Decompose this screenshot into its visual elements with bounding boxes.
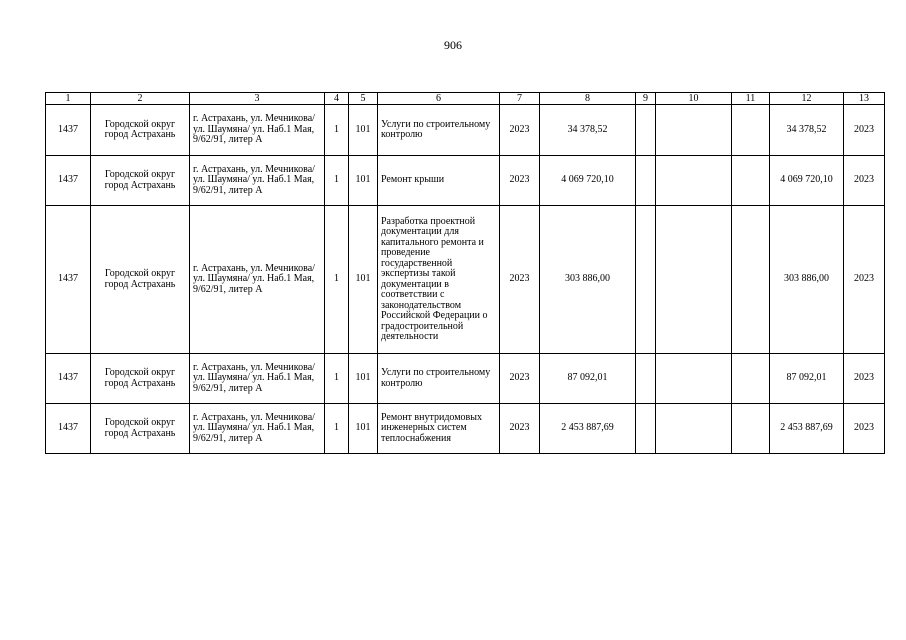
col9-cell xyxy=(636,404,656,454)
col11-cell xyxy=(732,105,770,156)
col11-cell xyxy=(732,156,770,206)
header-cell: 9 xyxy=(636,93,656,105)
col9-cell xyxy=(636,206,656,354)
col5-cell: 101 xyxy=(349,354,378,404)
address-cell: г. Астрахань, ул. Мечникова/ ул. Шаумяна/ ул. Наб.1 Мая, 9/62/91, литер А xyxy=(190,206,325,354)
cost-cell: 4 069 720,10 xyxy=(540,156,636,206)
year-cell: 2023 xyxy=(500,156,540,206)
col4-cell: 1 xyxy=(325,206,349,354)
col9-cell xyxy=(636,105,656,156)
cost-cell: 34 378,52 xyxy=(540,105,636,156)
col10-cell xyxy=(656,105,732,156)
header-cell: 13 xyxy=(844,93,885,105)
page-number: 906 xyxy=(444,38,462,52)
year-cell: 2023 xyxy=(500,206,540,354)
municipality-cell: Городской округ город Астрахань xyxy=(91,404,190,454)
row-id: 1437 xyxy=(46,354,91,404)
header-cell: 4 xyxy=(325,93,349,105)
col10-cell xyxy=(656,354,732,404)
col11-cell xyxy=(732,206,770,354)
municipality-cell: Городской округ город Астрахань xyxy=(91,156,190,206)
header-cell: 11 xyxy=(732,93,770,105)
col4-cell: 1 xyxy=(325,105,349,156)
work-type-cell: Разработка проектной документации для капитального ремонта и проведение государственной экспертизы такой документации в соответствии с законодательством Российской Федерации о градостроительной деятельности xyxy=(378,206,500,354)
cost-cell: 303 886,00 xyxy=(540,206,636,354)
year-cell: 2023 xyxy=(500,105,540,156)
header-cell: 5 xyxy=(349,93,378,105)
header-cell: 8 xyxy=(540,93,636,105)
work-type-cell: Ремонт внутридомовых инженерных систем теплоснабжения xyxy=(378,404,500,454)
table-row xyxy=(46,354,885,404)
address-cell: г. Астрахань, ул. Мечникова/ ул. Шаумяна/ ул. Наб.1 Мая, 9/62/91, литер А xyxy=(190,156,325,206)
row-id: 1437 xyxy=(46,156,91,206)
col12-cell: 4 069 720,10 xyxy=(770,156,844,206)
year-cell: 2023 xyxy=(500,404,540,454)
col11-cell xyxy=(732,404,770,454)
municipality-cell: Городской округ город Астрахань xyxy=(91,354,190,404)
col10-cell xyxy=(656,404,732,454)
work-type-cell: Услуги по строительному контролю xyxy=(378,105,500,156)
row-id: 1437 xyxy=(46,404,91,454)
header-cell: 12 xyxy=(770,93,844,105)
col12-cell: 303 886,00 xyxy=(770,206,844,354)
col12-cell: 87 092,01 xyxy=(770,354,844,404)
col13-cell: 2023 xyxy=(844,404,885,454)
col4-cell: 1 xyxy=(325,404,349,454)
col13-cell: 2023 xyxy=(844,105,885,156)
col5-cell: 101 xyxy=(349,156,378,206)
header-cell: 2 xyxy=(91,93,190,105)
municipality-cell: Городской округ город Астрахань xyxy=(91,105,190,156)
address-cell: г. Астрахань, ул. Мечникова/ ул. Шаумяна/ ул. Наб.1 Мая, 9/62/91, литер А xyxy=(190,354,325,404)
column-number-header-row xyxy=(46,93,885,105)
col10-cell xyxy=(656,206,732,354)
municipality-cell: Городской округ город Астрахань xyxy=(91,206,190,354)
col9-cell xyxy=(636,354,656,404)
col12-cell: 34 378,52 xyxy=(770,105,844,156)
cost-cell: 2 453 887,69 xyxy=(540,404,636,454)
col13-cell: 2023 xyxy=(844,206,885,354)
cost-cell: 87 092,01 xyxy=(540,354,636,404)
row-id: 1437 xyxy=(46,105,91,156)
capital-repair-table xyxy=(45,92,885,454)
col11-cell xyxy=(732,354,770,404)
col10-cell xyxy=(656,156,732,206)
table-row xyxy=(46,156,885,206)
address-cell: г. Астрахань, ул. Мечникова/ ул. Шаумяна/ ул. Наб.1 Мая, 9/62/91, литер А xyxy=(190,404,325,454)
col4-cell: 1 xyxy=(325,156,349,206)
year-cell: 2023 xyxy=(500,354,540,404)
address-cell: г. Астрахань, ул. Мечникова/ ул. Шаумяна/ ул. Наб.1 Мая, 9/62/91, литер А xyxy=(190,105,325,156)
col5-cell: 101 xyxy=(349,105,378,156)
col12-cell: 2 453 887,69 xyxy=(770,404,844,454)
row-id: 1437 xyxy=(46,206,91,354)
col4-cell: 1 xyxy=(325,354,349,404)
header-cell: 3 xyxy=(190,93,325,105)
col9-cell xyxy=(636,156,656,206)
table-row xyxy=(46,105,885,156)
header-cell: 1 xyxy=(46,93,91,105)
col5-cell: 101 xyxy=(349,206,378,354)
col13-cell: 2023 xyxy=(844,156,885,206)
work-type-cell: Услуги по строительному контролю xyxy=(378,354,500,404)
header-cell: 10 xyxy=(656,93,732,105)
col5-cell: 101 xyxy=(349,404,378,454)
header-cell: 7 xyxy=(500,93,540,105)
table-row xyxy=(46,206,885,354)
col13-cell: 2023 xyxy=(844,354,885,404)
table-row xyxy=(46,404,885,454)
work-type-cell: Ремонт крыши xyxy=(378,156,500,206)
header-cell: 6 xyxy=(378,93,500,105)
